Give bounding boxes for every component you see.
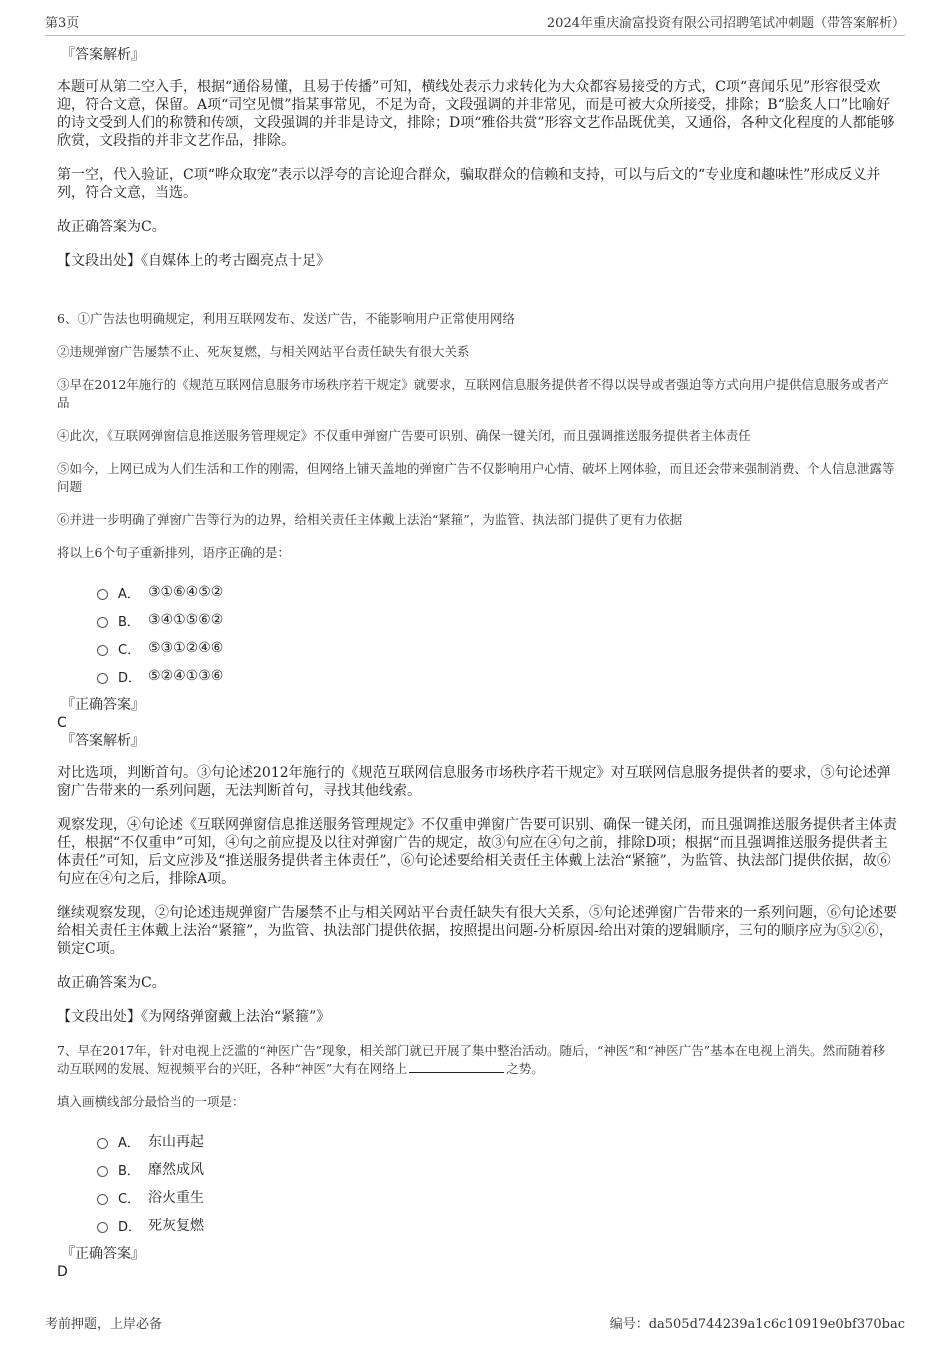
page-number: 第3页 (45, 16, 80, 31)
q7-option-c[interactable]: C． 浴火重生 (57, 1183, 897, 1211)
q7-stem: 7、早在2017年，针对电视上泛滥的“神医广告”现象，相关部门就已开展了集中整治活动。随后，“神医”和“神医广告”基本在电视上消失。然而随着移动互联网的发展、短视频平台的兴旺，各种“神医”大有在网络上 之势。 (57, 1043, 886, 1076)
radio-icon[interactable] (97, 589, 108, 600)
radio-icon[interactable] (97, 1222, 108, 1233)
q5-analysis-conclusion: 故正确答案为C。 (57, 219, 166, 235)
document-title: 2024年重庆渝富投资有限公司招聘笔试冲刺题（带答案解析） (546, 16, 905, 31)
q6-analysis-paragraph: 观察发现，④句论述《互联网弹窗信息推送服务管理规定》不仅重申弹窗广告要可识别、确保一键关闭，而且强调推送服务提供者主体责任，根据“不仅重申”可知，④句之前应提及以往对弹窗广告的规定，故③句应在④句之前，排除D项；根据“而且强调推送服务提供者主体责任”可知，后文应涉及“推送服务提供者主体责任”，⑥句论述要给相关责任主体戴上法治“紧箍”，为监管、执法部门提供依据，故⑥句应在④句之后，排除A项。 (57, 817, 897, 887)
q6-analysis-paragraph: 对比选项，判断首句。③句论述2012年施行的《规范互联网信息服务市场秩序若干规定》对互联网信息服务提供者的要求，⑤句论述弹窗广告带来的一系列问题，无法判断首句，寻找其他线索。 (57, 765, 891, 799)
page-footer (45, 1313, 905, 1332)
radio-icon[interactable] (97, 1194, 108, 1205)
q6-sentence: ⑤如今，上网已成为人们生活和工作的刚需，但网络上铺天盖地的弹窗广告不仅影响用户心情、破坏上网体验，而且还会带来强制消费、个人信息泄露等问题 (57, 461, 895, 494)
q6-source: 【文段出处】《为网络弹窗戴上法治“紧箍”》 (57, 1009, 331, 1025)
q6-sentence: ②违规弹窗广告屡禁不止、死灰复燃，与相关网站平台责任缺失有很大关系 (57, 344, 470, 359)
q6-prompt: 将以上6个句子重新排列，语序正确的是： (57, 545, 290, 560)
q6-option-c[interactable]: C． ⑤③①②④⑥ (57, 634, 897, 662)
q7-option-a[interactable]: A． 东山再起 (57, 1127, 897, 1155)
q6-answer: C (57, 715, 67, 731)
q5-analysis-paragraph: 本题可从第二空入手，根据“通俗易懂，且易于传播”可知，横线处表示力求转化为大众都容易接受的方式，C项“喜闻乐见”形容很受欢迎，符合文意，保留。A项“司空见惯”指某事常见，不足为奇，文段强调的并非常见，而是可被大众所接受，排除；B“脍炙人口”比喻好的诗文受到人们的称赞和传颂，文段强调的并非是诗文，排除；D项“雅俗共赏”形容文艺作品既优美，又通俗，各种文化程度的人都能够欣赏，文段指的并非文艺作品，排除。 (57, 79, 895, 149)
q6-answer-label: 『正确答案』 (61, 697, 145, 713)
radio-icon[interactable] (97, 1166, 108, 1177)
q6-option-d[interactable]: D． ⑤②④①③⑥ (57, 662, 897, 690)
radio-icon[interactable] (97, 673, 108, 684)
q7-answer-label: 『正确答案』 (61, 1246, 145, 1262)
q6-analysis-label: 『答案解析』 (61, 733, 145, 749)
page-content (57, 46, 897, 1281)
q6-sentence: 6、①广告法也明确规定，利用互联网发布、发送广告，不能影响用户正常使用网络 (57, 311, 515, 326)
q6-analysis-conclusion: 故正确答案为C。 (57, 975, 166, 991)
q6-sentence: ④此次，《互联网弹窗信息推送服务管理规定》不仅重申弹窗广告要可识别、确保一键关闭，而且强调推送服务提供者主体责任 (57, 428, 751, 443)
q6-sentence: ③早在2012年施行的《规范互联网信息服务市场秩序若干规定》就要求，互联网信息服务提供者不得以误导或者强迫等方式向用户提供信息服务或者产品 (57, 377, 889, 410)
q5-analysis-label: 『答案解析』 (61, 47, 145, 63)
q5-source: 【文段出处】《自媒体上的考古圈亮点十足》 (57, 253, 330, 269)
q6-option-b[interactable]: B． ③④①⑤⑥② (57, 606, 897, 634)
q6-sentence: ⑥并进一步明确了弹窗广告等行为的边界，给相关责任主体戴上法治“紧箍”，为监管、执法部门提供了更有力依据 (57, 512, 683, 527)
radio-icon[interactable] (97, 1138, 108, 1149)
radio-icon[interactable] (97, 645, 108, 656)
q7-options (57, 1127, 897, 1239)
q7-option-d[interactable]: D． 死灰复燃 (57, 1211, 897, 1239)
q6-option-a[interactable]: A． ③①⑥④⑤② (57, 578, 897, 606)
footer-slogan: 考前押题，上岸必备 (45, 1317, 163, 1332)
q7-answer: D (57, 1264, 68, 1280)
q6-analysis-paragraph: 继续观察发现，②句论述违规弹窗广告屡禁不止与相关网站平台责任缺失有很大关系，⑤句论述弹窗广告带来的一系列问题，⑥句论述要给相关责任主体戴上法治“紧箍”，为监管、执法部门提供依据，按照提出问题-分析原因-给出对策的逻辑顺序，三句的顺序应为⑤②⑥，锁定C项。 (57, 905, 897, 957)
radio-icon[interactable] (97, 617, 108, 628)
q7-blank (409, 1060, 504, 1073)
q7-prompt: 填入画横线部分最恰当的一项是： (57, 1094, 245, 1109)
document-id: 编号：da505d744239a1c6c10919e0bf370bac (609, 1317, 905, 1332)
page-header (45, 12, 905, 36)
q7-option-b[interactable]: B． 靡然成风 (57, 1155, 897, 1183)
q6-options (57, 578, 897, 690)
q5-analysis-paragraph: 第一空，代入验证，C项“哗众取宠”表示以浮夸的言论迎合群众，骗取群众的信赖和支持，可以与后文的“专业度和趣味性”形成反义并列，符合文意，当选。 (57, 167, 881, 201)
